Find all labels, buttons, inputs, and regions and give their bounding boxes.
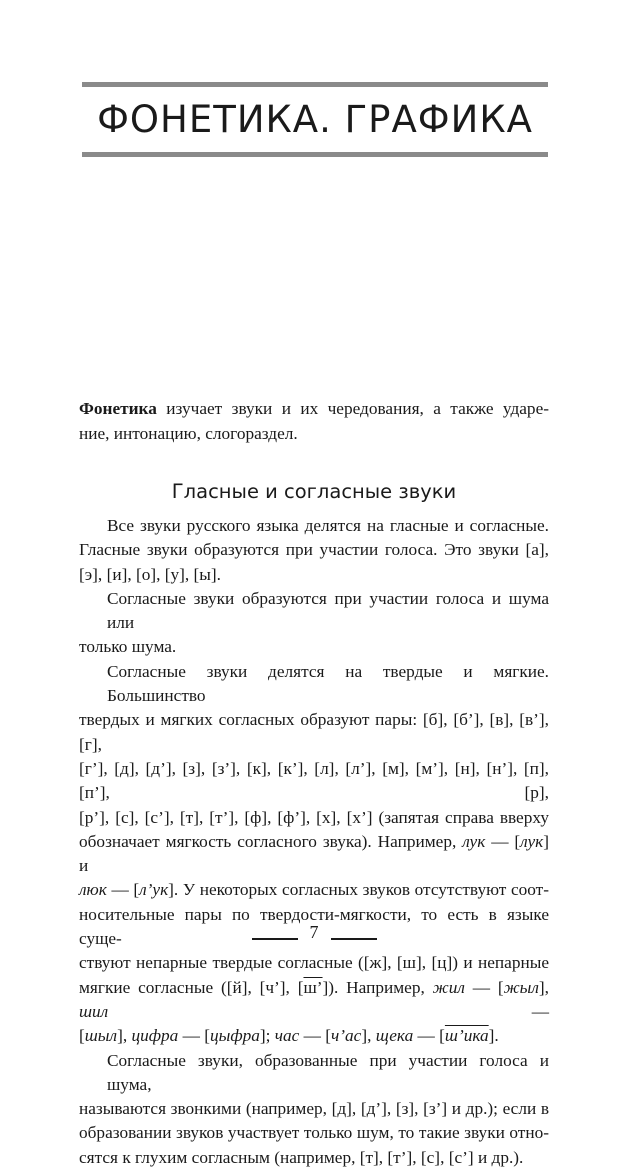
- p3-line-2: твердых и мягких согласных образуют пары: [б], [б’], [в], [в’], [г],: [79, 710, 549, 754]
- p3-line-4: [р’], [с], [с’], [т], [т’], [ф], [ф’], [х], [х’] (запятая справа вверху: [79, 807, 549, 827]
- body-text: [79, 514, 549, 1170]
- page-footer: [79, 922, 549, 943]
- page-number: 7: [309, 922, 319, 942]
- p3-line-5: обозначает мягкость согласного звука). Например, лук — [лук] и: [79, 831, 549, 876]
- p3-line-8: ствуют непарные твердые согласные ([ж], [ш], [ц]) и непарные: [79, 953, 549, 973]
- bold-term: Фонетика: [79, 399, 157, 418]
- p1-line-1: Все звуки русского языка делятся на гласные и согласные.: [107, 516, 549, 535]
- p2-line-1: Согласные звуки образуются при участии голоса и шума или: [107, 588, 549, 633]
- overlined-sound-2: ш’ика: [444, 1026, 489, 1046]
- p1-line-3: [э], [и], [о], [у], [ы].: [79, 564, 221, 584]
- p2-line-2: только шума.: [79, 637, 177, 657]
- intro-line-1: Фонетика изучает звуки и их чередования, а также ударе-: [79, 399, 549, 418]
- chapter-title: ФОНЕТИКА. ГРАФИКА: [97, 98, 533, 141]
- p3-line-7: носительные пары по твердости-мягкости, то есть в языке суще-: [79, 904, 549, 949]
- footer-dash-left: [252, 938, 298, 940]
- intro-paragraph: [79, 396, 549, 446]
- p3-line-1: Согласные звуки делятся на твердые и мягкие. Большинство: [107, 661, 549, 706]
- overlined-sound: ш’: [303, 977, 323, 997]
- p1-line-2: Гласные звуки образуются при участии голоса. Это звуки [а],: [79, 540, 549, 560]
- top-rule: [82, 82, 548, 87]
- p3-line-3: [г’], [д], [д’], [з], [з’], [к], [к’], [л], [л’], [м], [м’], [н], [н’], [п], [п’], [р],: [79, 758, 549, 803]
- p3-line-6: люк — [л’ук]. У некоторых согласных звуков отсутствуют соот-: [79, 880, 549, 900]
- p4-line-1: Согласные звуки, образованные при участии голоса и шума,: [107, 1050, 549, 1094]
- p4-line-3: образовании звуков участвует только шум, то такие звуки отно-: [79, 1123, 549, 1143]
- p3-line-9: мягкие согласные ([й], [ч’], [ш’]). Например, жил — [жыл], шил —: [79, 977, 549, 1021]
- bottom-rule: [82, 152, 548, 157]
- footer-dash-right: [331, 938, 377, 940]
- p4-line-2: называются звонкими (например, [д], [д’], [з], [з’] и др.); если в: [79, 1099, 549, 1119]
- p3-line-10: [шыл], цифра — [цыфра]; час — [ч’ас], щека — [ш’ика].: [79, 1026, 499, 1046]
- p4-line-4: сятся к глухим согласным (например, [т], [т’], [с], [с’] и др.).: [79, 1147, 524, 1167]
- section-title: Гласные и согласные звуки: [171, 480, 457, 503]
- intro-line-2: ние, интонацию, слогораздел.: [79, 424, 298, 443]
